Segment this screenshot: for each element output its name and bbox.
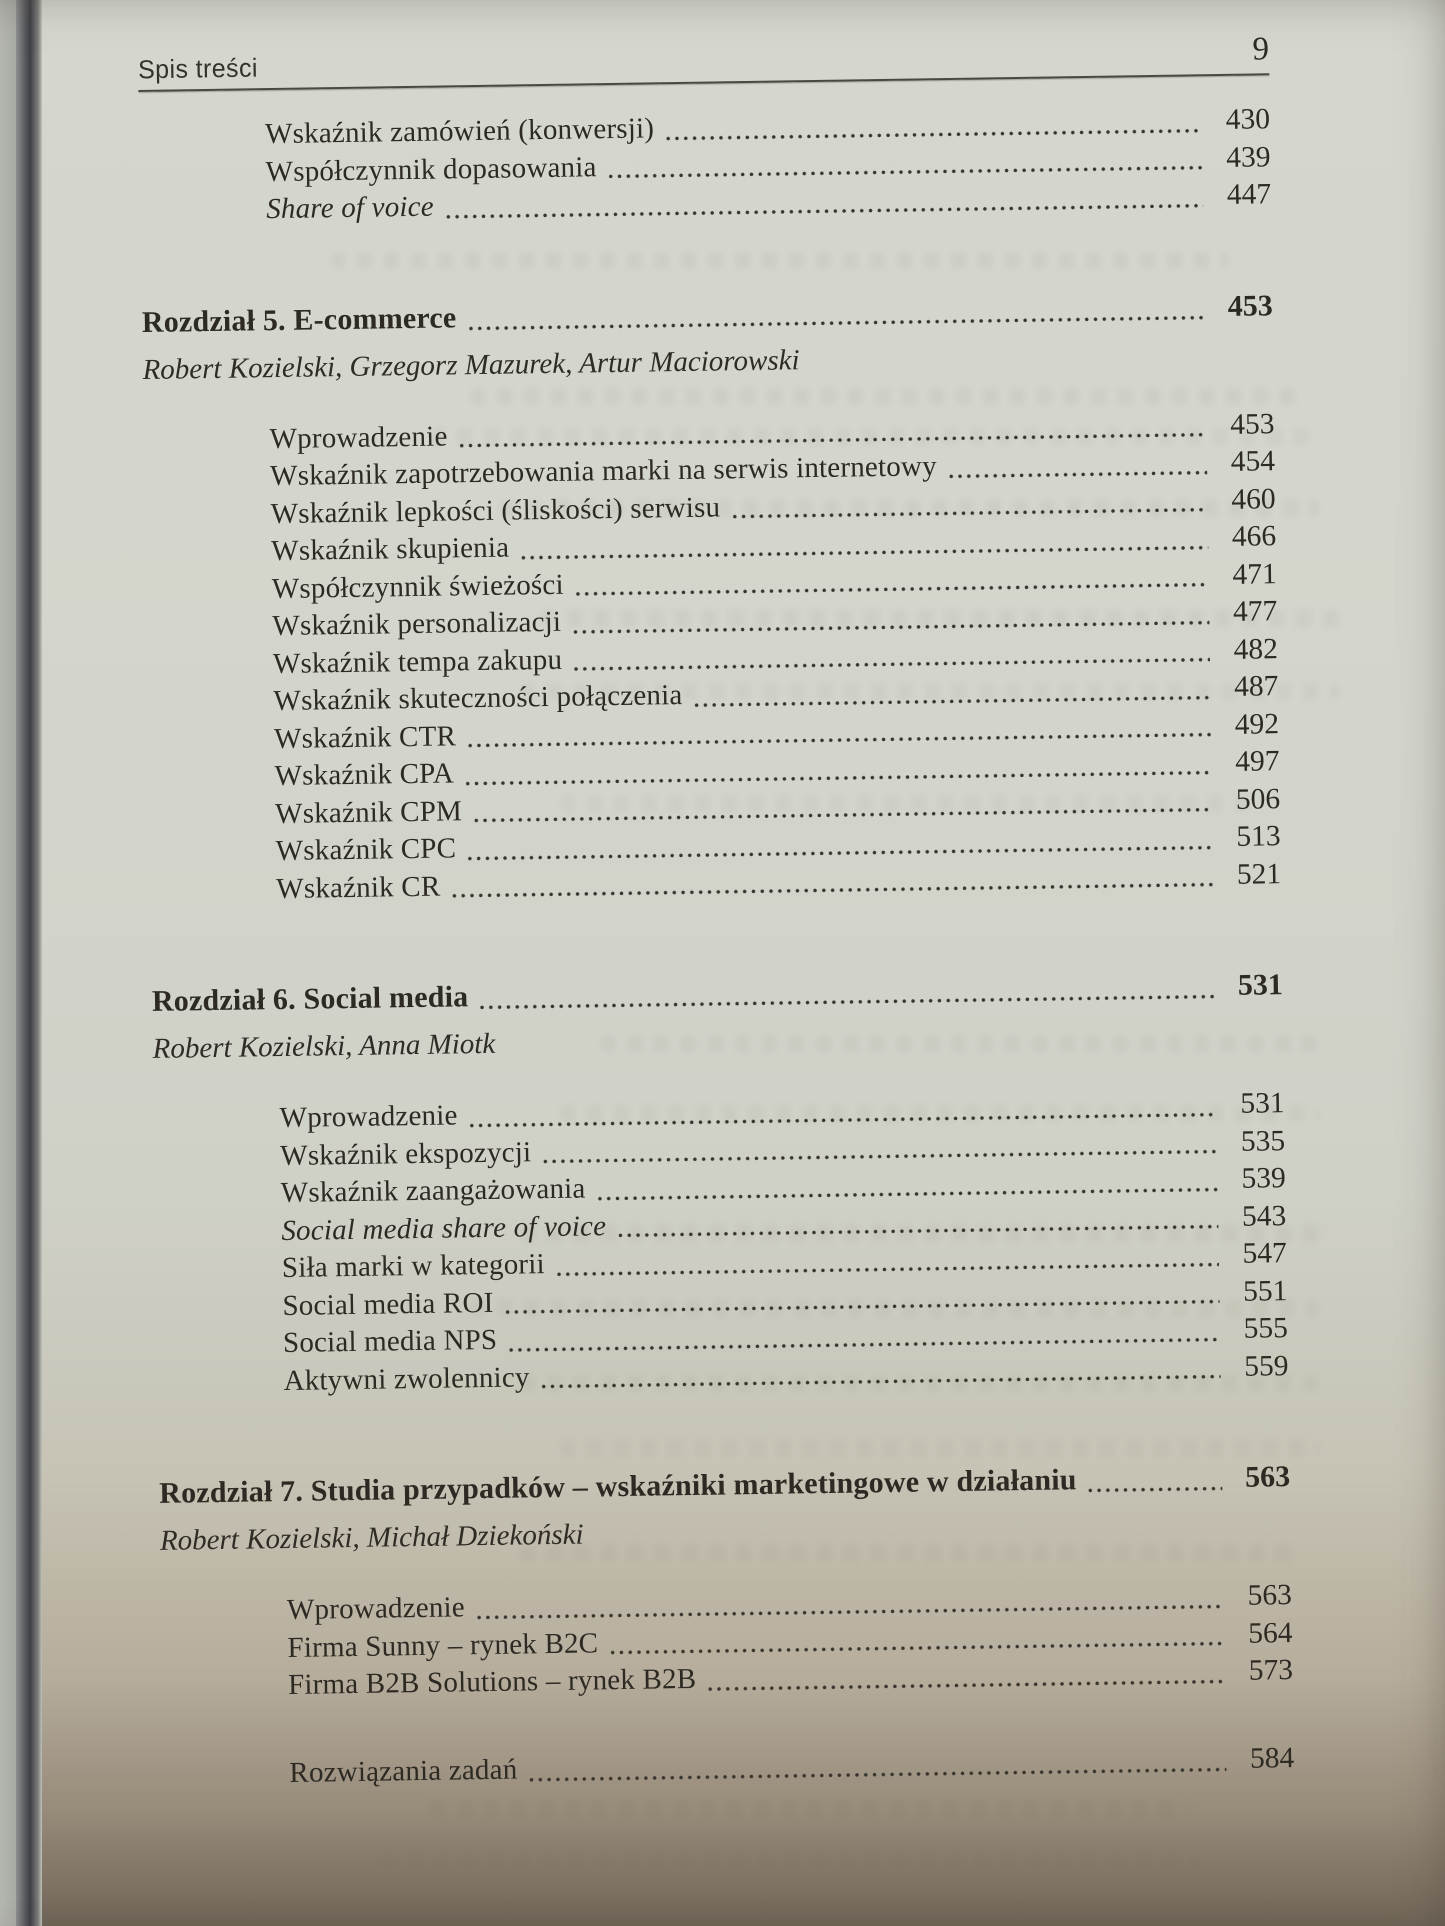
toc-row-page-number: 513 (1236, 820, 1281, 853)
dotted-leader (949, 470, 1207, 479)
toc-row-label: Współczynnik świeżości (271, 568, 564, 605)
toc-row-label: Wskaźnik CPA (274, 757, 455, 793)
toc-row-page-number: 563 (1247, 1579, 1293, 1612)
toc-row-label: Wprowadzenie (279, 1099, 458, 1135)
toc-row-label: Share of voice (265, 190, 435, 226)
toc-row-label: Wprowadzenie (269, 419, 448, 455)
dotted-leader (530, 1767, 1227, 1782)
toc-row-page-number: 487 (1233, 670, 1279, 703)
toc-row-label: Rozdział 6. Social media (151, 980, 469, 1018)
toc-row-label: Wskaźnik zaangażowania (280, 1172, 586, 1210)
toc-row-page-number: 535 (1240, 1124, 1286, 1158)
toc-row-label: Wskaźnik personalizacji (272, 605, 562, 643)
dotted-leader (598, 1187, 1218, 1201)
toc-block-entries (139, 101, 1272, 230)
toc-row-label: Social media NPS (282, 1323, 498, 1360)
toc-row-page-number: 547 (1242, 1237, 1288, 1270)
toc-row-label: Wskaźnik zamówień (konwersji) (264, 112, 655, 151)
toc-row-page-number: 447 (1226, 178, 1272, 211)
chapter-authors: Robert Kozielski, Anna Miotk (152, 1027, 496, 1065)
toc-row-page-number: 460 (1231, 482, 1276, 516)
toc-row-page-number: 466 (1231, 520, 1277, 553)
dotted-leader (695, 695, 1211, 708)
dotted-leader (574, 657, 1210, 671)
toc-row-page-number: 543 (1241, 1199, 1287, 1233)
toc-row-page-number: 492 (1234, 707, 1280, 741)
toc-row-page-number: 551 (1242, 1274, 1288, 1308)
toc-row-page-number: 584 (1249, 1741, 1295, 1775)
toc-row-label: Wskaźnik zapotrzebowania marki na serwis internetowy (269, 450, 938, 493)
toc-row-label: Rozwiązania zadań (289, 1753, 518, 1789)
chapter-authors: Robert Kozielski, Michał Dziekoński (159, 1518, 584, 1557)
toc-row-page-number: 439 (1226, 140, 1271, 174)
toc-row-page-number: 555 (1243, 1312, 1289, 1345)
dotted-leader (573, 620, 1209, 634)
dotted-leader (452, 882, 1213, 898)
toc-row-label: Social media ROI (282, 1286, 494, 1322)
toc-row-page-number: 559 (1243, 1349, 1289, 1383)
toc-row-page-number: 482 (1233, 632, 1279, 666)
toc-row-label: Siła marki w kategorii (281, 1248, 546, 1285)
toc-row-label: Wskaźnik skuteczności połączenia (273, 679, 683, 718)
toc-row-label: Firma Sunny – rynek B2C (287, 1626, 599, 1664)
toc-row (142, 286, 1273, 343)
chapter-authors: Robert Kozielski, Grzegorz Mazurek, Artur Maciorowski (142, 343, 800, 386)
toc-row-page-number: 453 (1230, 407, 1275, 441)
dotted-leader (469, 315, 1205, 331)
toc-block-heading (163, 1738, 1294, 1795)
toc-row (163, 1738, 1294, 1795)
dotted-leader (576, 582, 1209, 596)
toc-row-label: Aktywni zwolennicy (283, 1360, 530, 1397)
dotted-leader (618, 1224, 1218, 1238)
toc-block-chapter (142, 286, 1274, 389)
toc-row-label: Wskaźnik skupienia (271, 531, 510, 568)
toc-block-chapter (159, 1457, 1291, 1560)
toc-row-label: Wskaźnik lepkości (śliskości) serwisu (270, 490, 721, 530)
toc-row-page-number: 430 (1225, 103, 1271, 136)
toc-row-label: Wskaźnik CPC (275, 832, 457, 868)
toc-row-label: Wskaźnik CTR (273, 719, 457, 755)
toc-blocks (139, 101, 1295, 1794)
toc-row-label: Firma B2B Solutions – rynek B2B (287, 1662, 697, 1701)
toc-row-label: Wskaźnik CR (276, 870, 441, 905)
dotted-leader (542, 1374, 1221, 1389)
toc-row-page-number: 531 (1240, 1087, 1285, 1120)
toc-row-page-number: 454 (1230, 445, 1276, 478)
toc-row-page-number: 539 (1241, 1162, 1286, 1195)
toc-row-page-number: 564 (1247, 1616, 1293, 1650)
toc-row-label: Wskaźnik CPM (274, 794, 463, 830)
toc-row-page-number: 521 (1236, 857, 1282, 891)
toc-block-entries (143, 406, 1281, 910)
toc-block-entries (161, 1577, 1294, 1706)
toc-row-page-number: 563 (1244, 1460, 1291, 1494)
toc-row-page-number: 506 (1235, 782, 1281, 816)
toc-row-label: Social media share of voice (281, 1209, 607, 1247)
dotted-leader (446, 203, 1203, 219)
dotted-leader (1089, 1486, 1223, 1493)
dotted-leader (609, 165, 1203, 179)
toc-block-chapter (152, 965, 1284, 1068)
toc-row (152, 965, 1283, 1022)
toc-row-page-number: 497 (1235, 745, 1280, 778)
toc-row-page-number: 531 (1237, 968, 1284, 1002)
toc-row-label: Wskaźnik ekspozycji (279, 1135, 532, 1172)
toc-row-page-number: 573 (1248, 1654, 1294, 1687)
dotted-leader (610, 1641, 1224, 1655)
dotted-leader (732, 507, 1207, 519)
toc-row-label: Rozdział 7. Studia przypadków – wskaźniki marketingowe w działaniu (158, 1463, 1077, 1510)
toc-row-label: Rozdział 5. E-commerce (141, 300, 457, 339)
toc-row-page-number: 453 (1227, 288, 1273, 323)
page-title: Spis treści (137, 53, 259, 85)
toc-block-entries (153, 1085, 1288, 1402)
toc-row-label: Wskaźnik tempa zakupu (272, 643, 563, 680)
toc-row-page-number: 477 (1232, 595, 1278, 628)
toc-row-label: Współczynnik dopasowania (265, 150, 597, 188)
dotted-leader (480, 994, 1215, 1010)
dotted-leader (708, 1679, 1225, 1692)
toc-row-label: Wprowadzenie (286, 1591, 466, 1626)
page-number: 9 (1252, 31, 1270, 68)
toc-row-page-number: 471 (1232, 557, 1277, 591)
dotted-leader (666, 128, 1202, 141)
toc-row (159, 1457, 1290, 1514)
